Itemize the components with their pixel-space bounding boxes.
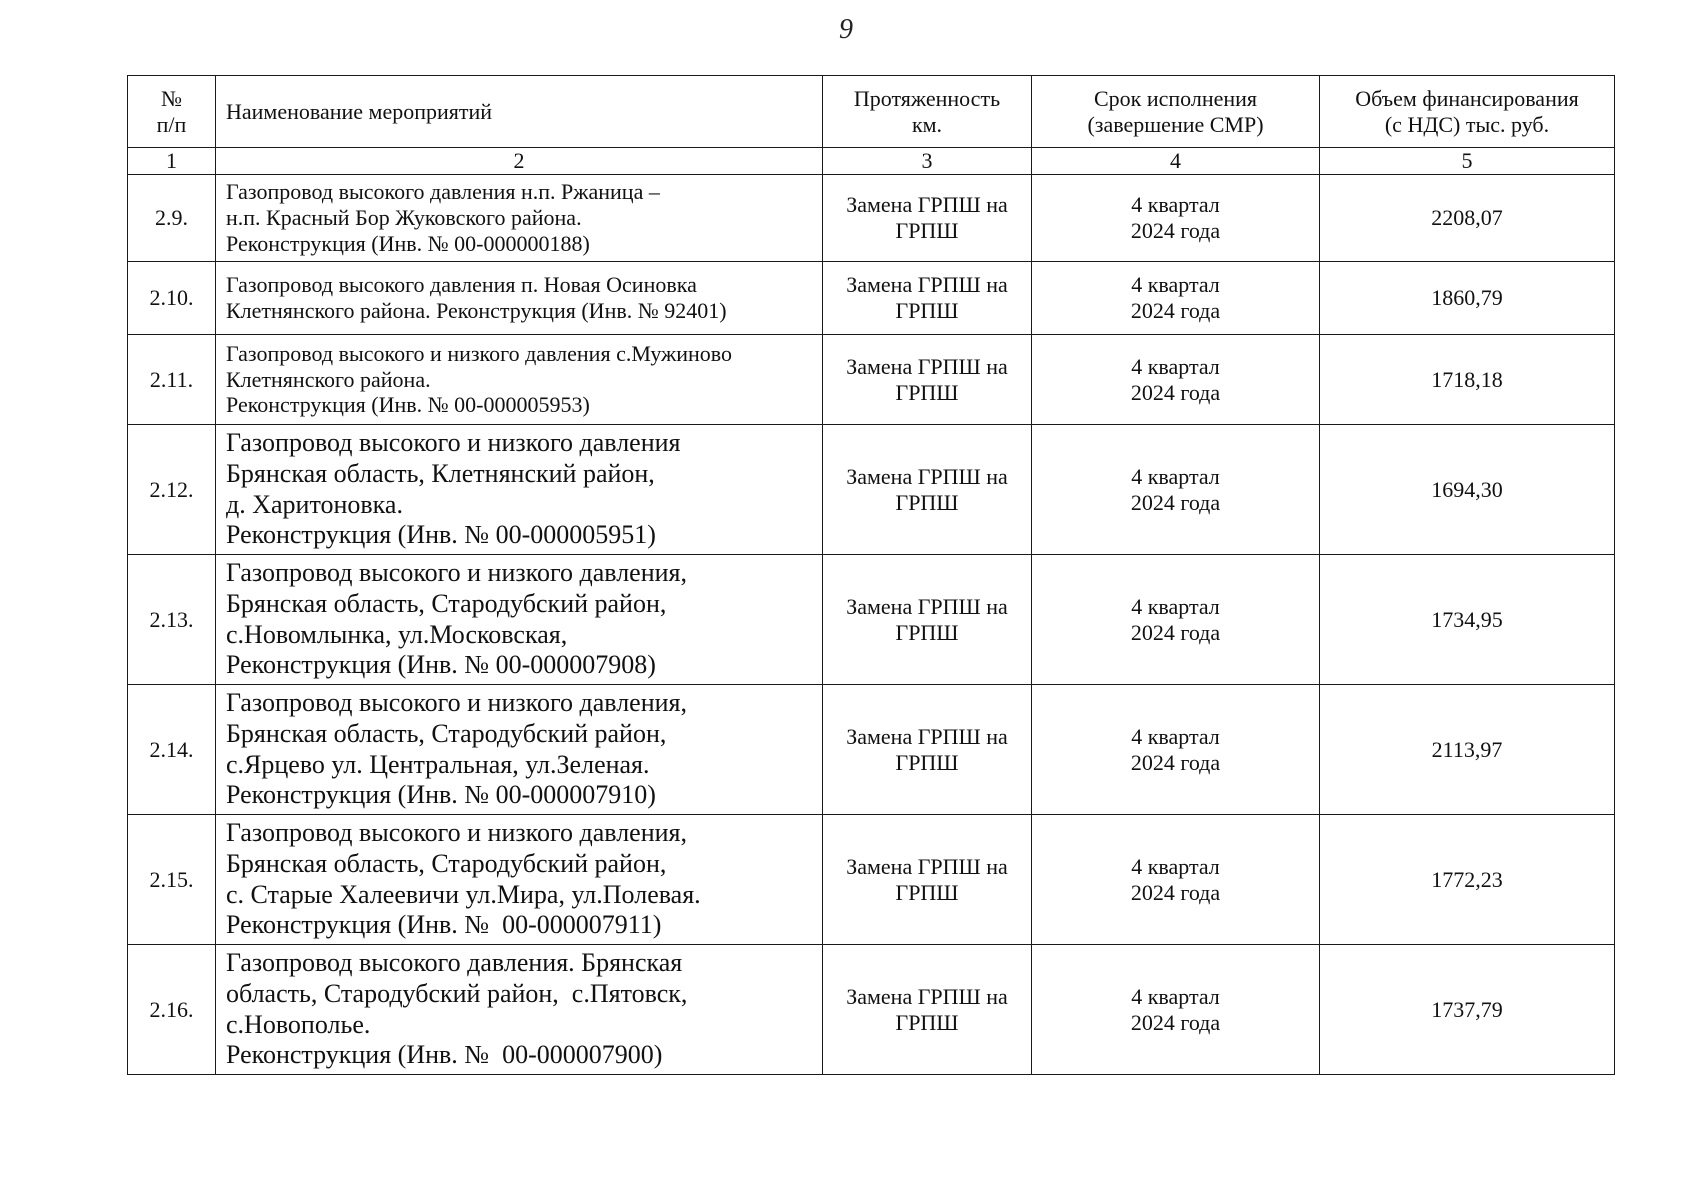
row-number: 2.16. bbox=[128, 945, 216, 1075]
term-line: 2024 года bbox=[1130, 489, 1221, 515]
finance-cell: 1694,30 bbox=[1320, 425, 1615, 555]
measure-name-line: Реконструкция (Инв. № 00-000000188) bbox=[226, 230, 590, 256]
measure-name bbox=[216, 555, 823, 685]
length-line: ГРПШ bbox=[895, 1009, 959, 1035]
term-line: 4 квартал bbox=[1131, 593, 1220, 619]
table-row bbox=[128, 945, 1615, 1075]
length-line: ГРПШ bbox=[895, 619, 959, 645]
measure-name-line: Газопровод высокого и низкого давления bbox=[226, 428, 681, 458]
length-line: Замена ГРПШ на bbox=[846, 353, 1008, 379]
table-row bbox=[128, 262, 1615, 335]
term-cell bbox=[1032, 425, 1320, 555]
term-cell bbox=[1032, 685, 1320, 815]
measure-name bbox=[216, 262, 823, 335]
header-length: Протяженность км. bbox=[823, 76, 1032, 148]
measure-name-line: Клетнянского района. bbox=[226, 366, 431, 392]
header-finance: Объем финансирования (с НДС) тыс. руб. bbox=[1320, 76, 1615, 148]
length-line: ГРПШ bbox=[895, 218, 959, 243]
header-term: Срок исполнения (завершение СМР) bbox=[1032, 76, 1320, 148]
term-line: 4 квартал bbox=[1131, 272, 1220, 298]
length-line: ГРПШ bbox=[895, 749, 959, 775]
measure-name-line: Газопровод высокого и низкого давления, bbox=[226, 688, 687, 718]
term-line: 2024 года bbox=[1130, 298, 1221, 323]
measure-name-line: область, Стародубский район, с.Пятовск, bbox=[226, 978, 688, 1008]
table-row bbox=[128, 555, 1615, 685]
term-line: 2024 года bbox=[1130, 1009, 1221, 1035]
row-number: 2.12. bbox=[128, 425, 216, 555]
measure-name-line: Реконструкция (Инв. № 00-000007911) bbox=[226, 910, 662, 940]
term-cell bbox=[1032, 815, 1320, 945]
term-cell bbox=[1032, 175, 1320, 262]
length-cell bbox=[823, 555, 1032, 685]
measure-name-line: Газопровод высокого давления н.п. Ржаница – bbox=[226, 179, 660, 205]
table-header-row bbox=[128, 76, 1615, 148]
measure-name bbox=[216, 815, 823, 945]
term-line: 2024 года bbox=[1130, 619, 1221, 645]
column-number: 4 bbox=[1032, 148, 1320, 175]
length-cell bbox=[823, 175, 1032, 262]
measure-name-line: Брянская область, Клетнянский район, bbox=[226, 458, 655, 488]
column-number: 3 bbox=[823, 148, 1032, 175]
length-line: Замена ГРПШ на bbox=[846, 463, 1008, 489]
measure-name bbox=[216, 425, 823, 555]
column-number: 1 bbox=[128, 148, 216, 175]
table-row bbox=[128, 175, 1615, 262]
measure-name bbox=[216, 175, 823, 262]
length-line: Замена ГРПШ на bbox=[846, 983, 1008, 1009]
term-line: 2024 года bbox=[1130, 749, 1221, 775]
term-line: 4 квартал bbox=[1131, 463, 1220, 489]
length-cell bbox=[823, 945, 1032, 1075]
measure-name-line: Газопровод высокого и низкого давления, bbox=[226, 558, 687, 588]
term-line: 2024 года bbox=[1130, 879, 1221, 905]
length-cell bbox=[823, 425, 1032, 555]
table-row bbox=[128, 685, 1615, 815]
row-number: 2.14. bbox=[128, 685, 216, 815]
measure-name-line: Реконструкция (Инв. № 00-000007900) bbox=[226, 1040, 663, 1070]
row-number: 2.15. bbox=[128, 815, 216, 945]
finance-cell: 1734,95 bbox=[1320, 555, 1615, 685]
measure-name-line: д. Харитоновка. bbox=[226, 489, 403, 519]
finance-cell: 1737,79 bbox=[1320, 945, 1615, 1075]
term-line: 4 квартал bbox=[1131, 983, 1220, 1009]
length-cell bbox=[823, 815, 1032, 945]
measure-name-line: Газопровод высокого давления п. Новая Осиновка bbox=[226, 272, 697, 298]
finance-cell: 1772,23 bbox=[1320, 815, 1615, 945]
length-line: Замена ГРПШ на bbox=[846, 723, 1008, 749]
measure-name-line: Газопровод высокого и низкого давления с.Мужиново bbox=[226, 340, 733, 366]
measure-name-line: Реконструкция (Инв. № 00-000007908) bbox=[226, 650, 656, 680]
term-line: 4 квартал bbox=[1131, 192, 1220, 218]
length-line: ГРПШ bbox=[895, 879, 959, 905]
measure-name-line: с.Новополье. bbox=[226, 1009, 371, 1039]
measure-name-line: Реконструкция (Инв. № 00-000005951) bbox=[226, 520, 656, 550]
table-row bbox=[128, 335, 1615, 425]
length-cell bbox=[823, 335, 1032, 425]
row-number: 2.9. bbox=[128, 175, 216, 262]
term-line: 4 квартал bbox=[1131, 353, 1220, 379]
column-number: 2 bbox=[216, 148, 823, 175]
measure-name-line: Реконструкция (Инв. № 00-000005953) bbox=[226, 392, 590, 418]
term-cell bbox=[1032, 555, 1320, 685]
finance-cell: 2208,07 bbox=[1320, 175, 1615, 262]
length-line: ГРПШ bbox=[895, 489, 959, 515]
header-name: Наименование мероприятий bbox=[216, 76, 823, 148]
measure-name-line: Брянская область, Стародубский район, bbox=[226, 588, 667, 618]
finance-cell: 2113,97 bbox=[1320, 685, 1615, 815]
term-line: 4 квартал bbox=[1131, 853, 1220, 879]
term-cell bbox=[1032, 262, 1320, 335]
finance-cell: 1718,18 bbox=[1320, 335, 1615, 425]
measures-table bbox=[127, 75, 1615, 1075]
measure-name-line: с.Ярцево ул. Центральная, ул.Зеленая. bbox=[226, 749, 650, 779]
length-line: ГРПШ bbox=[895, 379, 959, 405]
measure-name-line: Брянская область, Стародубский район, bbox=[226, 848, 667, 878]
measure-name bbox=[216, 335, 823, 425]
length-line: Замена ГРПШ на bbox=[846, 853, 1008, 879]
measure-name-line: с.Новомлынка, ул.Московская, bbox=[226, 619, 568, 649]
measure-name-line: с. Старые Халеевичи ул.Мира, ул.Полевая. bbox=[226, 879, 701, 909]
column-number-row bbox=[128, 148, 1615, 175]
measure-name-line: Газопровод высокого и низкого давления, bbox=[226, 818, 687, 848]
measure-name-line: Брянская область, Стародубский район, bbox=[226, 718, 667, 748]
term-cell bbox=[1032, 945, 1320, 1075]
header-num: № п/п bbox=[128, 76, 216, 148]
measure-name-line: Реконструкция (Инв. № 00-000007910) bbox=[226, 780, 656, 810]
page-number: 9 bbox=[839, 14, 853, 45]
length-line: ГРПШ bbox=[895, 298, 959, 323]
finance-cell: 1860,79 bbox=[1320, 262, 1615, 335]
measure-name bbox=[216, 685, 823, 815]
measure-name bbox=[216, 945, 823, 1075]
term-line: 4 квартал bbox=[1131, 723, 1220, 749]
row-number: 2.11. bbox=[128, 335, 216, 425]
table-body bbox=[128, 175, 1615, 1075]
term-line: 2024 года bbox=[1130, 218, 1221, 243]
length-line: Замена ГРПШ на bbox=[846, 192, 1008, 218]
measure-name-line: Клетнянского района. Реконструкция (Инв. № 92401) bbox=[226, 298, 727, 323]
table-row bbox=[128, 425, 1615, 555]
measure-name-line: н.п. Красный Бор Жуковского района. bbox=[226, 205, 582, 231]
length-line: Замена ГРПШ на bbox=[846, 593, 1008, 619]
column-number: 5 bbox=[1320, 148, 1615, 175]
table-row bbox=[128, 815, 1615, 945]
row-number: 2.13. bbox=[128, 555, 216, 685]
measure-name-line: Газопровод высокого давления. Брянская bbox=[226, 948, 683, 978]
length-line: Замена ГРПШ на bbox=[846, 272, 1008, 298]
length-cell bbox=[823, 262, 1032, 335]
term-cell bbox=[1032, 335, 1320, 425]
row-number: 2.10. bbox=[128, 262, 216, 335]
length-cell bbox=[823, 685, 1032, 815]
term-line: 2024 года bbox=[1130, 379, 1221, 405]
